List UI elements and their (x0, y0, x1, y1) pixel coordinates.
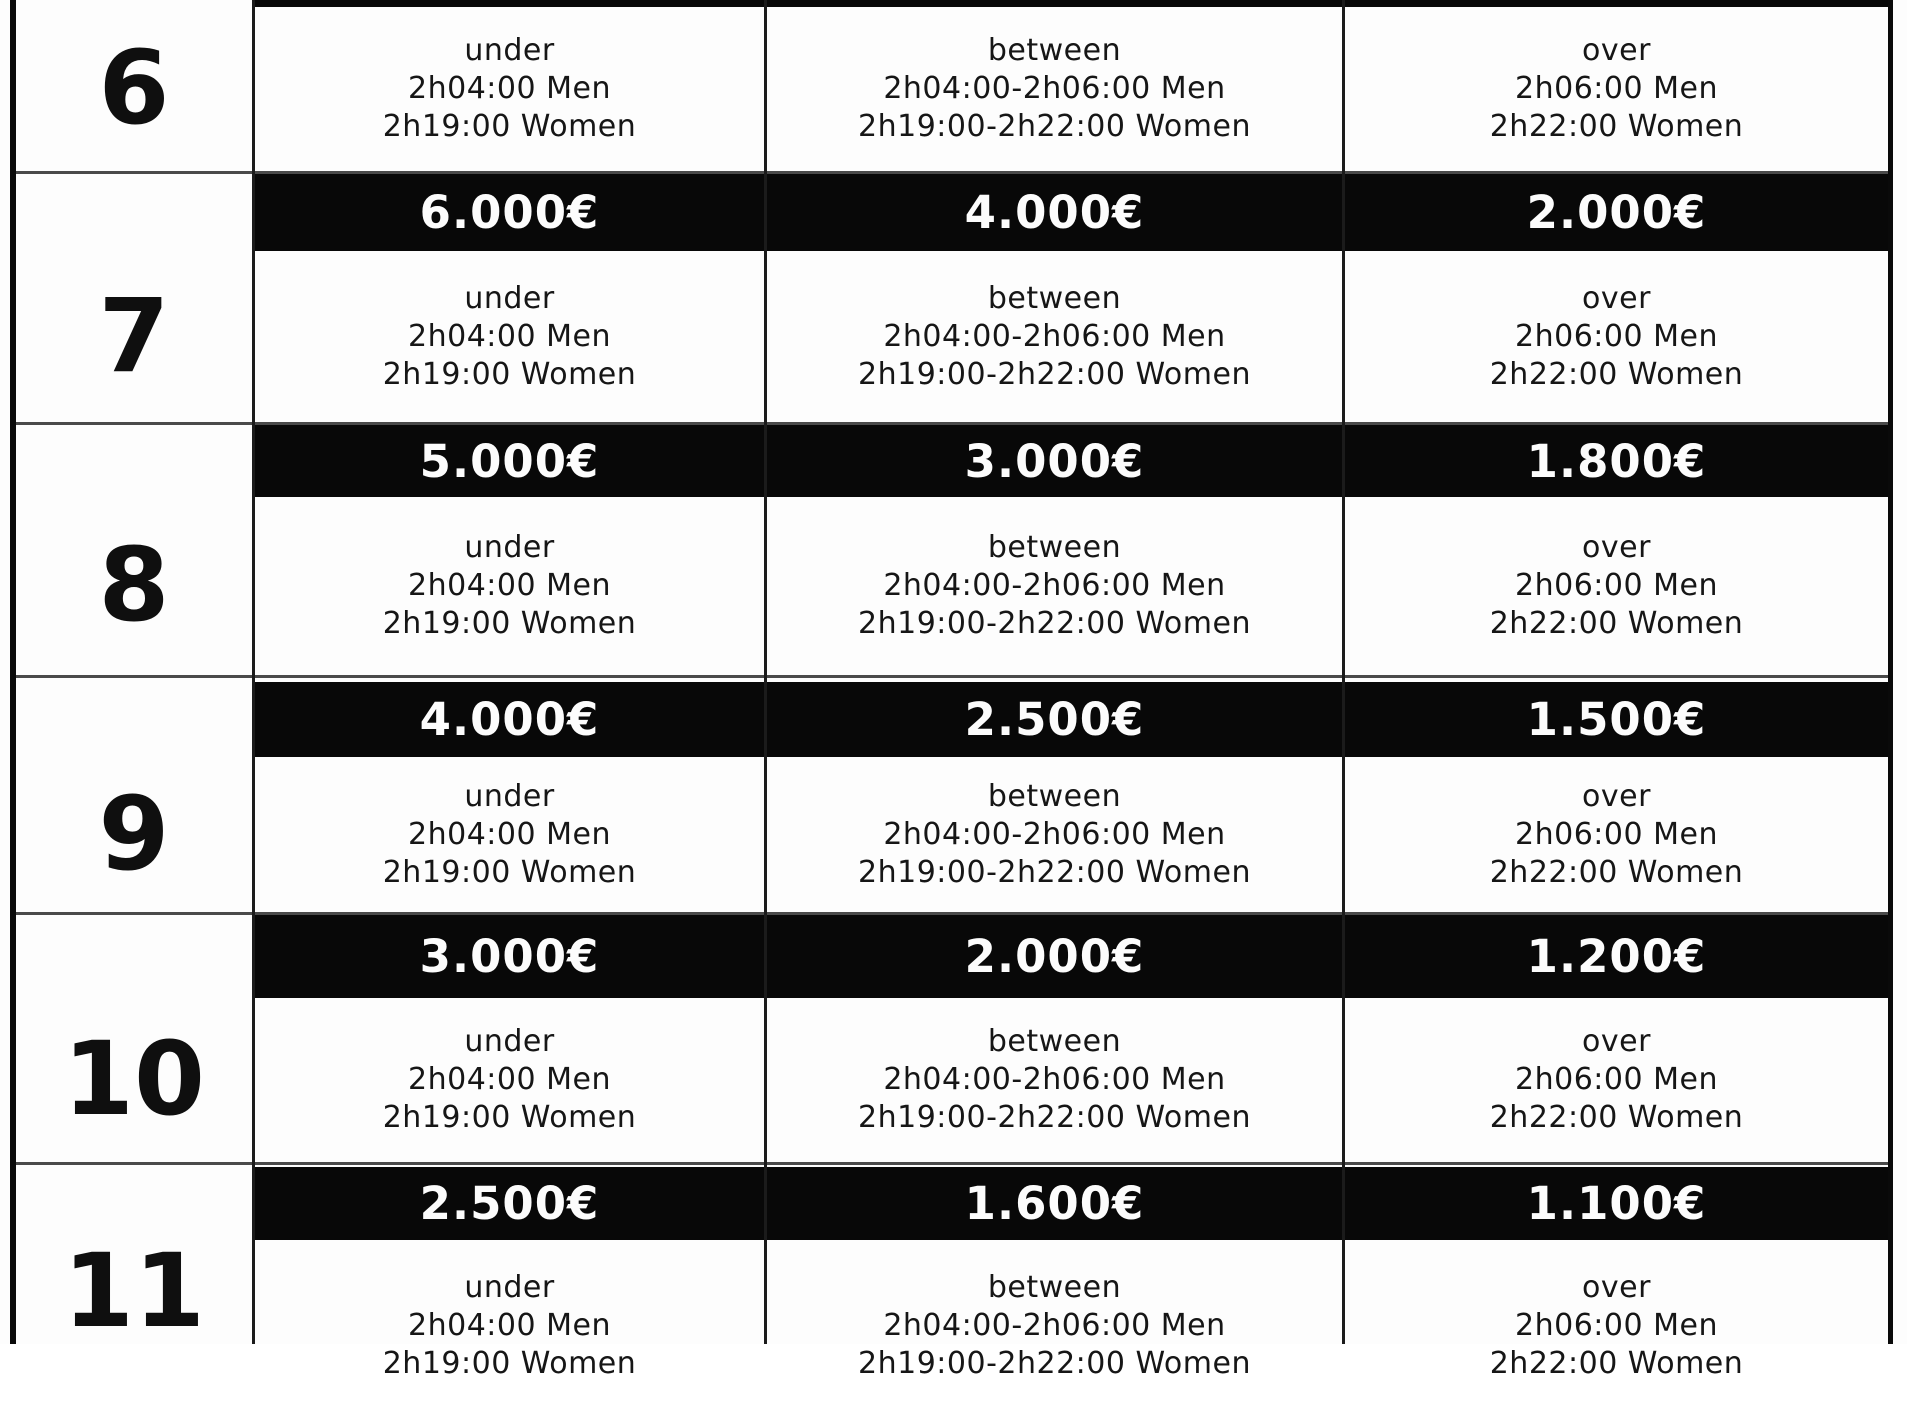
row-number: 10 (63, 1020, 205, 1139)
row-number: 7 (98, 276, 170, 396)
condition-cell-between (767, 1240, 1342, 1412)
prize-row-bar (255, 1167, 1888, 1240)
condition-line: over (1582, 280, 1651, 316)
money-cell (767, 1167, 1342, 1240)
money-cell (255, 174, 764, 251)
prize-value: 1.600€ (964, 1177, 1145, 1230)
money-cell (1345, 1167, 1888, 1240)
col-divider-2 (1342, 0, 1345, 1344)
money-cell (767, 915, 1342, 998)
condition-line: 2h19:00 Women (382, 606, 637, 641)
col-divider-position (252, 0, 255, 1344)
prize-value: 2.500€ (419, 1177, 600, 1230)
condition-cell-over (1345, 7, 1888, 171)
prize-value: 3.000€ (419, 930, 600, 983)
row-number: 8 (98, 526, 170, 645)
col-divider-1 (764, 0, 767, 1344)
condition-line: 2h04:00 Men (408, 1062, 611, 1097)
condition-line: between (987, 280, 1122, 316)
condition-line: 2h06:00 Men (1515, 816, 1718, 852)
condition-line: 2h22:00 Women (1489, 854, 1744, 890)
condition-line: 2h22:00 Women (1489, 606, 1744, 641)
condition-line: under (464, 1270, 555, 1305)
money-cell (767, 682, 1342, 757)
condition-line: 2h19:00 Women (382, 854, 637, 890)
condition-cell-between (767, 497, 1342, 675)
condition-line: 2h19:00 Women (382, 1346, 637, 1381)
condition-cell-under (255, 757, 764, 912)
condition-line: 2h22:00 Women (1489, 109, 1744, 144)
condition-line: between (987, 33, 1122, 68)
condition-cell-over (1345, 497, 1888, 675)
condition-line: 2h06:00 Men (1515, 71, 1718, 106)
condition-line: 2h19:00-2h22:00 Women (858, 356, 1251, 392)
row-number-cell (16, 251, 252, 422)
row-divider (10, 422, 1893, 425)
prize-value: 3.000€ (964, 434, 1145, 488)
prize-value: 2.000€ (1526, 186, 1707, 239)
condition-line: under (464, 778, 555, 814)
condition-line: 2h04:00 Men (408, 71, 611, 106)
condition-cell-under (255, 251, 764, 422)
prize-row-bar (255, 425, 1888, 497)
condition-line: under (464, 33, 555, 68)
prize-value: 2.000€ (964, 930, 1145, 983)
condition-line: 2h19:00-2h22:00 Women (858, 854, 1251, 890)
money-cell (767, 425, 1342, 497)
prize-value: 5.000€ (419, 434, 600, 488)
row-number-cell (16, 757, 252, 912)
row-divider (10, 675, 1893, 678)
row-number-cell (16, 7, 252, 171)
condition-cell-between (767, 757, 1342, 912)
condition-cell-under (255, 998, 764, 1162)
condition-line: between (987, 778, 1122, 814)
row-number: 6 (98, 29, 170, 148)
condition-cell-under (255, 7, 764, 171)
condition-line: over (1582, 1270, 1651, 1305)
condition-line: 2h22:00 Women (1489, 356, 1744, 392)
prize-value: 4.000€ (419, 693, 600, 746)
condition-line: 2h22:00 Women (1489, 1346, 1744, 1381)
condition-line: 2h06:00 Men (1515, 568, 1718, 603)
condition-line: 2h04:00 Men (408, 1308, 611, 1343)
row-divider (10, 912, 1893, 915)
condition-line: under (464, 1024, 555, 1059)
money-cell (255, 1167, 764, 1240)
condition-cell-over (1345, 251, 1888, 422)
condition-line: 2h19:00-2h22:00 Women (858, 606, 1251, 641)
row-divider (10, 171, 1893, 174)
condition-cell-between (767, 251, 1342, 422)
table-right-border (1888, 0, 1893, 1344)
money-cell (1345, 174, 1888, 251)
condition-line: 2h04:00-2h06:00 Men (883, 1062, 1226, 1097)
condition-line: 2h19:00 Women (382, 356, 637, 392)
prize-value: 1.800€ (1526, 434, 1707, 488)
condition-cell-over (1345, 757, 1888, 912)
money-cell (255, 915, 764, 998)
condition-line: 2h04:00-2h06:00 Men (883, 318, 1226, 354)
top-bar-sliver (255, 0, 1888, 7)
row-number-cell (16, 497, 252, 675)
money-cell (1345, 682, 1888, 757)
condition-line: 2h19:00-2h22:00 Women (858, 1100, 1251, 1135)
condition-cell-under (255, 497, 764, 675)
condition-line: over (1582, 1024, 1651, 1059)
money-cell (1345, 425, 1888, 497)
condition-line: 2h04:00-2h06:00 Men (883, 816, 1226, 852)
prize-value: 1.100€ (1526, 1177, 1707, 1230)
row-number-cell (16, 1232, 252, 1351)
money-cell (767, 174, 1342, 251)
condition-line: 2h04:00 Men (408, 568, 611, 603)
condition-line: 2h04:00-2h06:00 Men (883, 71, 1226, 106)
condition-line: under (464, 280, 555, 316)
condition-cell-under (255, 1240, 764, 1412)
condition-line: between (987, 1024, 1122, 1059)
condition-cell-between (767, 998, 1342, 1162)
condition-cell-between (767, 7, 1342, 171)
prize-value: 1.200€ (1526, 930, 1707, 983)
condition-cell-over (1345, 1240, 1888, 1412)
condition-line: 2h19:00 Women (382, 109, 637, 144)
condition-line: over (1582, 778, 1651, 814)
condition-line: over (1582, 530, 1651, 565)
money-cell (1345, 915, 1888, 998)
prize-value: 6.000€ (419, 186, 600, 239)
prize-row-bar (255, 174, 1888, 251)
row-divider (10, 1162, 1893, 1165)
condition-line: 2h04:00-2h06:00 Men (883, 1308, 1226, 1343)
prize-value: 1.500€ (1526, 693, 1707, 746)
condition-line: 2h04:00-2h06:00 Men (883, 568, 1226, 603)
condition-line: 2h04:00 Men (408, 318, 611, 354)
row-number: 11 (63, 1232, 205, 1351)
prize-row-bar (255, 682, 1888, 757)
condition-line: 2h06:00 Men (1515, 1062, 1718, 1097)
money-cell (255, 425, 764, 497)
prize-value: 2.500€ (964, 693, 1145, 746)
condition-cell-over (1345, 998, 1888, 1162)
row-number-cell (16, 998, 252, 1162)
condition-line: 2h19:00-2h22:00 Women (858, 1346, 1251, 1381)
money-cell (255, 682, 764, 757)
condition-line: under (464, 530, 555, 565)
condition-line: 2h06:00 Men (1515, 318, 1718, 354)
prize-value: 4.000€ (964, 186, 1145, 239)
condition-line: 2h04:00 Men (408, 816, 611, 852)
condition-line: 2h06:00 Men (1515, 1308, 1718, 1343)
condition-line: between (987, 530, 1122, 565)
condition-line: 2h19:00 Women (382, 1100, 637, 1135)
condition-line: 2h19:00-2h22:00 Women (858, 109, 1251, 144)
condition-line: over (1582, 33, 1651, 68)
prize-row-bar (255, 915, 1888, 998)
condition-line: 2h22:00 Women (1489, 1100, 1744, 1135)
table-left-border (10, 0, 16, 1344)
condition-line: between (987, 1270, 1122, 1305)
row-number: 9 (98, 774, 170, 894)
